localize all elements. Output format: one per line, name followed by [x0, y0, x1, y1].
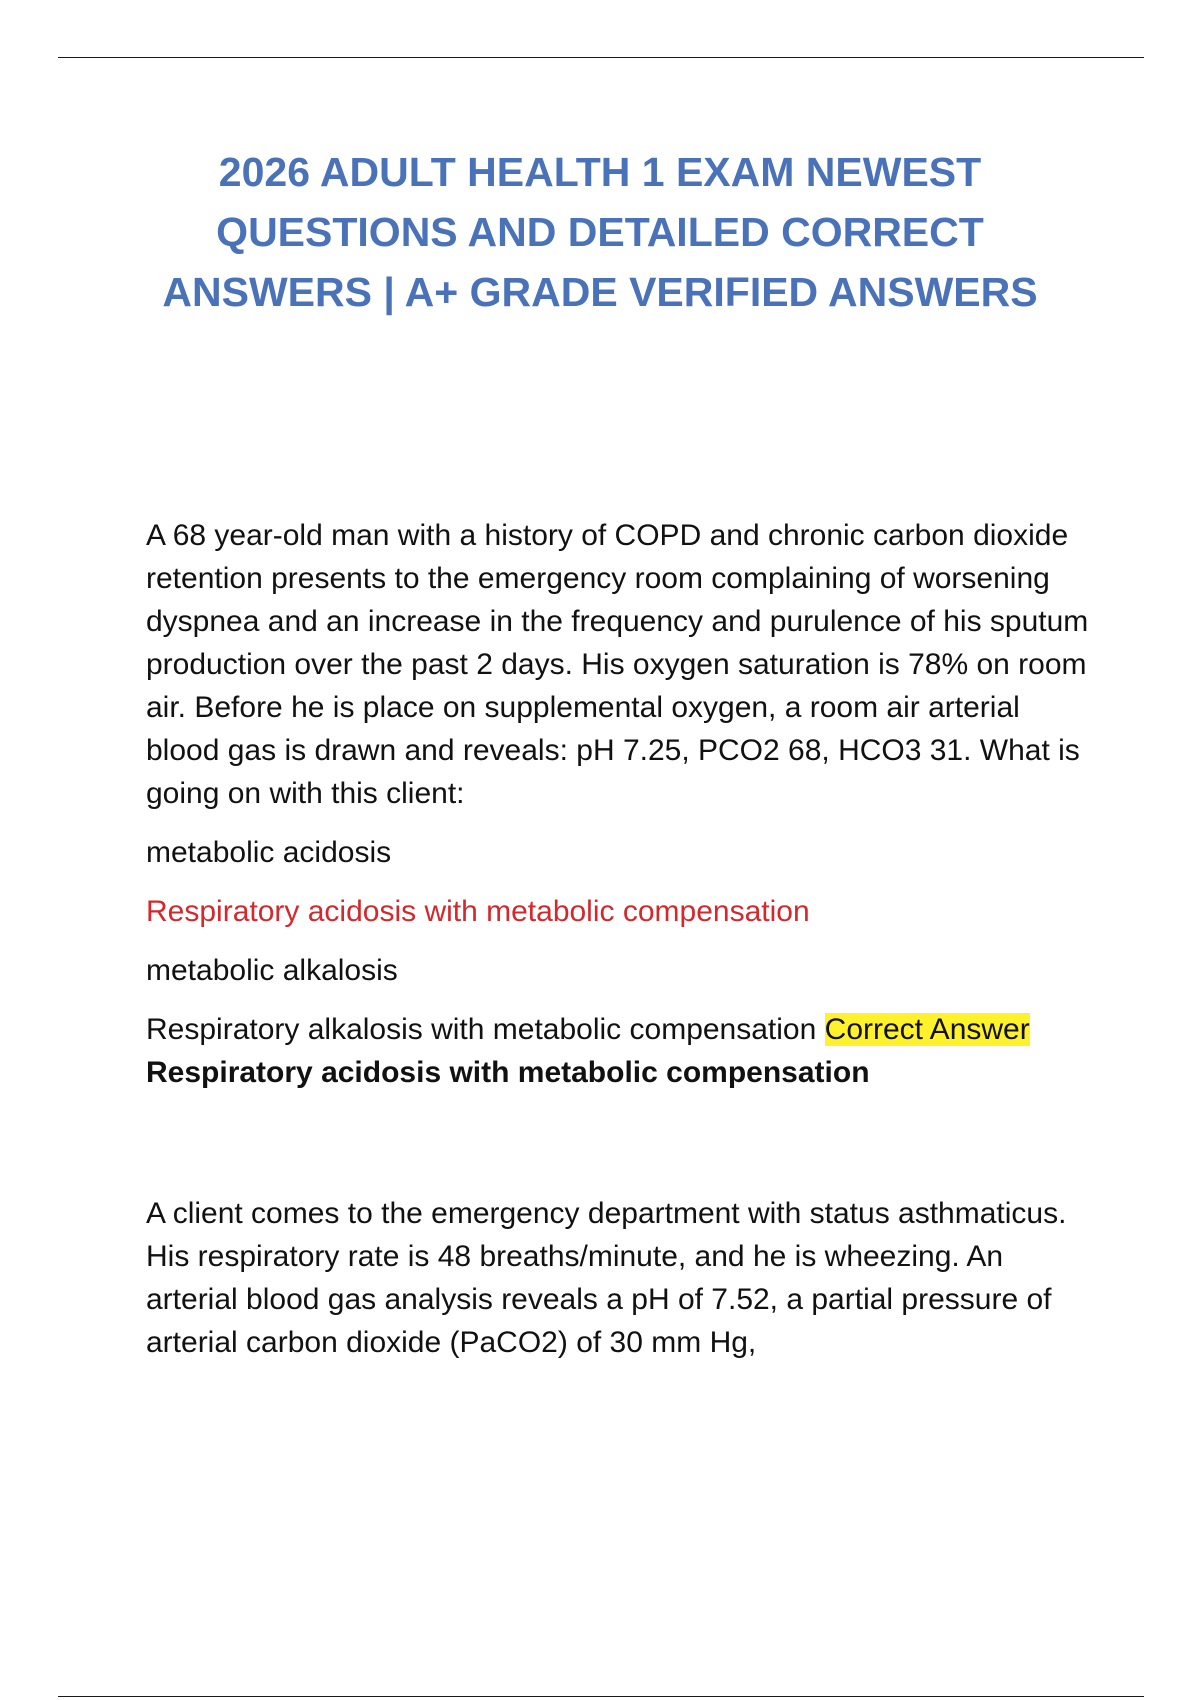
correct-answer-text: Respiratory acidosis with metabolic compensation — [146, 1056, 870, 1089]
question-1 — [146, 514, 1096, 1094]
option-1: metabolic acidosis — [146, 836, 392, 869]
document-body — [146, 514, 1096, 1380]
option-3: metabolic alkalosis — [146, 954, 398, 987]
question-stem: A client comes to the emergency department with status asthmaticus. His respiratory rate is 48 breaths/minute, and he is wheezing. An arterial blood gas analysis reveals a pH of 7.52, a partial pressure of arterial carbon dioxide (PaCO2) of 30 mm Hg, — [146, 1197, 1067, 1359]
option-4: Respiratory alkalosis with metabolic compensation — [146, 1013, 817, 1046]
question-2 — [146, 1192, 1096, 1364]
question-stem: A 68 year-old man with a history of COPD and chronic carbon dioxide retention presents to the emergency room complaining of worsening dyspnea and an increase in the frequency and purulence of his sputum production over the past 2 days. His oxygen saturation is 78% on room air. Before he is place on supplemental oxygen, a room air arterial blood gas is drawn and reveals: pH 7.25, PCO2 68, HCO3 31. What is going on with this client: — [146, 519, 1089, 810]
correct-answer-label: Correct Answer — [824, 1013, 1030, 1046]
option-2-selected: Respiratory acidosis with metabolic compensation — [146, 895, 810, 928]
bottom-rule — [58, 1696, 1144, 1697]
option-4-with-answer — [146, 1008, 1096, 1094]
document-title: 2026 ADULT HEALTH 1 EXAM NEWEST QUESTIONS AND DETAILED CORRECT ANSWERS | A+ GRADE VERIFIED ANSWERS — [162, 149, 1038, 315]
top-rule — [58, 57, 1144, 58]
